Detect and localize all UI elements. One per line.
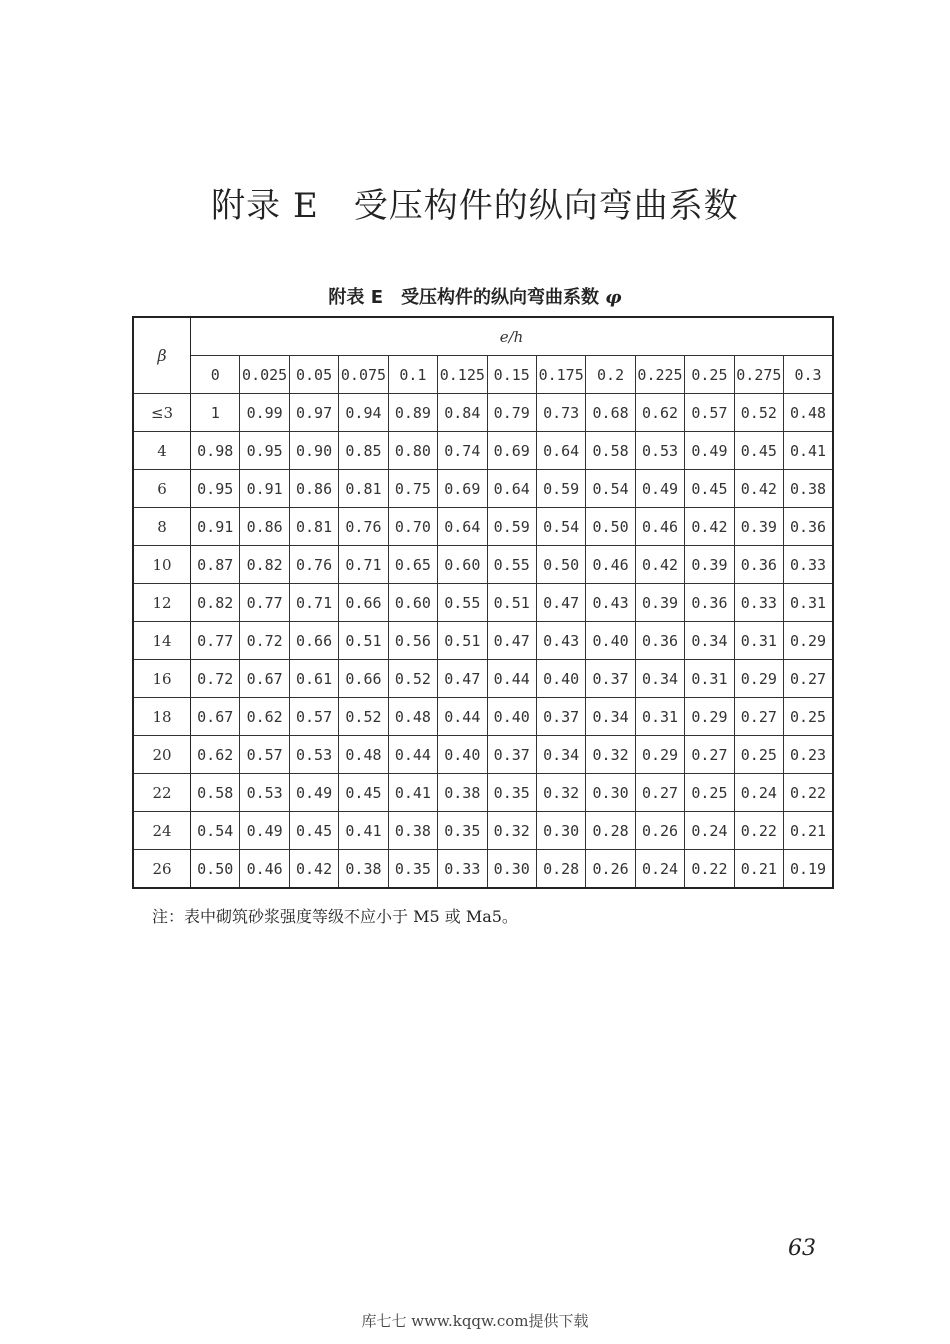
table-group-header-row xyxy=(133,317,833,356)
table-cell: 0.60 xyxy=(388,584,437,622)
table-cell: 0.22 xyxy=(685,850,734,889)
table-cell: 0.52 xyxy=(339,698,388,736)
table-cell: 0.37 xyxy=(536,698,585,736)
table-row xyxy=(133,470,833,508)
table-row xyxy=(133,660,833,698)
beta-row-label: 24 xyxy=(133,812,191,850)
table-cell: 0.70 xyxy=(388,508,437,546)
table-cell: 0.32 xyxy=(536,774,585,812)
table-cell: 0.73 xyxy=(536,394,585,432)
column-header-cell: 0.025 xyxy=(240,356,289,394)
column-header-cell: 0.175 xyxy=(536,356,585,394)
column-header-cell: 0.15 xyxy=(487,356,536,394)
table-cell: 0.44 xyxy=(487,660,536,698)
table-cell: 0.55 xyxy=(438,584,487,622)
table-cell: 0.62 xyxy=(635,394,684,432)
table-cell: 0.43 xyxy=(586,584,635,622)
table-cell: 0.28 xyxy=(586,812,635,850)
table-cell: 0.41 xyxy=(784,432,833,470)
table-cell: 0.49 xyxy=(635,470,684,508)
table-cell: 0.54 xyxy=(586,470,635,508)
table-cell: 0.49 xyxy=(240,812,289,850)
table-cell: 0.32 xyxy=(487,812,536,850)
table-cell: 0.86 xyxy=(240,508,289,546)
table-cell: 0.53 xyxy=(289,736,338,774)
table-cell: 0.85 xyxy=(339,432,388,470)
table-cell: 0.62 xyxy=(191,736,240,774)
table-row xyxy=(133,774,833,812)
eh-header: e/h xyxy=(191,317,834,356)
beta-row-label: 12 xyxy=(133,584,191,622)
beta-row-label: 14 xyxy=(133,622,191,660)
column-header-cell: 0.2 xyxy=(586,356,635,394)
table-cell: 0.82 xyxy=(191,584,240,622)
table-cell: 0.71 xyxy=(289,584,338,622)
table-cell: 0.66 xyxy=(339,660,388,698)
table-cell: 0.36 xyxy=(635,622,684,660)
table-cell: 0.60 xyxy=(438,546,487,584)
table-cell: 0.51 xyxy=(438,622,487,660)
table-cell: 0.71 xyxy=(339,546,388,584)
column-header-cell: 0 xyxy=(191,356,240,394)
table-cell: 0.64 xyxy=(438,508,487,546)
table-cell: 0.36 xyxy=(784,508,833,546)
table-cell: 0.41 xyxy=(339,812,388,850)
table-cell: 0.40 xyxy=(438,736,487,774)
table-row xyxy=(133,432,833,470)
table-cell: 0.45 xyxy=(289,812,338,850)
table-cell: 0.58 xyxy=(586,432,635,470)
table-cell: 0.50 xyxy=(191,850,240,889)
table-cell: 0.46 xyxy=(586,546,635,584)
table-cell: 0.86 xyxy=(289,470,338,508)
table-cell: 0.30 xyxy=(536,812,585,850)
table-cell: 0.25 xyxy=(734,736,783,774)
table-cell: 0.97 xyxy=(289,394,338,432)
table-row xyxy=(133,698,833,736)
table-cell: 0.46 xyxy=(240,850,289,889)
table-cell: 0.26 xyxy=(635,812,684,850)
table-cell: 0.76 xyxy=(339,508,388,546)
table-cell: 0.72 xyxy=(191,660,240,698)
table-cell: 0.39 xyxy=(635,584,684,622)
table-cell: 0.35 xyxy=(438,812,487,850)
table-cell: 0.37 xyxy=(487,736,536,774)
column-header-row xyxy=(133,356,833,394)
table-cell: 0.46 xyxy=(635,508,684,546)
table-cell: 0.47 xyxy=(536,584,585,622)
table-cell: 0.53 xyxy=(635,432,684,470)
table-cell: 0.29 xyxy=(685,698,734,736)
table-cell: 0.24 xyxy=(685,812,734,850)
coefficient-table xyxy=(132,316,834,889)
table-cell: 0.30 xyxy=(586,774,635,812)
table-cell: 0.49 xyxy=(289,774,338,812)
table-cell: 0.98 xyxy=(191,432,240,470)
table-cell: 0.45 xyxy=(339,774,388,812)
table-cell: 0.25 xyxy=(685,774,734,812)
column-header-cell: 0.05 xyxy=(289,356,338,394)
table-cell: 0.95 xyxy=(240,432,289,470)
table-cell: 0.28 xyxy=(536,850,585,889)
table-cell: 0.87 xyxy=(191,546,240,584)
table-row xyxy=(133,394,833,432)
beta-row-label: 20 xyxy=(133,736,191,774)
table-cell: 0.62 xyxy=(240,698,289,736)
table-cell: 0.50 xyxy=(536,546,585,584)
table-cell: 0.21 xyxy=(784,812,833,850)
table-cell: 0.24 xyxy=(635,850,684,889)
column-header-cell: 0.1 xyxy=(388,356,437,394)
table-cell: 0.40 xyxy=(487,698,536,736)
beta-row-label: 4 xyxy=(133,432,191,470)
table-cell: 0.39 xyxy=(685,546,734,584)
table-caption xyxy=(0,283,950,309)
table-cell: 0.99 xyxy=(240,394,289,432)
table-cell: 0.38 xyxy=(438,774,487,812)
table-cell: 0.75 xyxy=(388,470,437,508)
table-cell: 0.58 xyxy=(191,774,240,812)
table-cell: 0.56 xyxy=(388,622,437,660)
table-cell: 0.34 xyxy=(635,660,684,698)
table-cell: 0.50 xyxy=(586,508,635,546)
table-row xyxy=(133,812,833,850)
table-cell: 0.38 xyxy=(784,470,833,508)
table-cell: 0.23 xyxy=(784,736,833,774)
table-cell: 0.59 xyxy=(536,470,585,508)
table-cell: 0.69 xyxy=(487,432,536,470)
table-cell: 0.44 xyxy=(388,736,437,774)
column-header-cell: 0.125 xyxy=(438,356,487,394)
table-cell: 0.31 xyxy=(685,660,734,698)
table-cell: 0.42 xyxy=(734,470,783,508)
page-number: 63 xyxy=(788,1236,816,1261)
table-cell: 0.51 xyxy=(487,584,536,622)
table-cell: 0.91 xyxy=(191,508,240,546)
table-row xyxy=(133,622,833,660)
table-cell: 0.65 xyxy=(388,546,437,584)
column-header-cell: 0.275 xyxy=(734,356,783,394)
table-cell: 0.42 xyxy=(685,508,734,546)
phi-symbol: φ xyxy=(605,287,622,308)
table-row xyxy=(133,508,833,546)
table-cell: 0.22 xyxy=(784,774,833,812)
table-cell: 0.34 xyxy=(536,736,585,774)
table-cell: 0.31 xyxy=(635,698,684,736)
table-cell: 0.19 xyxy=(784,850,833,889)
table-cell: 0.51 xyxy=(339,622,388,660)
table-cell: 0.44 xyxy=(438,698,487,736)
table-cell: 0.27 xyxy=(784,660,833,698)
table-cell: 0.34 xyxy=(685,622,734,660)
table-cell: 0.67 xyxy=(191,698,240,736)
table-cell: 0.47 xyxy=(487,622,536,660)
table-cell: 0.36 xyxy=(734,546,783,584)
table-cell: 0.38 xyxy=(388,812,437,850)
table-row xyxy=(133,584,833,622)
table-cell: 0.32 xyxy=(586,736,635,774)
beta-row-label: 18 xyxy=(133,698,191,736)
table-cell: 0.48 xyxy=(388,698,437,736)
table-cell: 0.40 xyxy=(586,622,635,660)
table-cell: 0.64 xyxy=(536,432,585,470)
table-cell: 0.26 xyxy=(586,850,635,889)
table-cell: 0.72 xyxy=(240,622,289,660)
table-cell: 0.35 xyxy=(388,850,437,889)
table-cell: 0.84 xyxy=(438,394,487,432)
table-caption-text: 附表 E 受压构件的纵向弯曲系数 xyxy=(328,287,599,308)
download-watermark: 库七七 www.kqqw.com提供下载 xyxy=(361,1312,589,1330)
table-cell: 0.67 xyxy=(240,660,289,698)
beta-row-label: ≤3 xyxy=(133,394,191,432)
table-cell: 0.29 xyxy=(734,660,783,698)
column-header-cell: 0.075 xyxy=(339,356,388,394)
table-cell: 0.25 xyxy=(784,698,833,736)
table-cell: 0.82 xyxy=(240,546,289,584)
table-cell: 0.45 xyxy=(685,470,734,508)
table-cell: 0.64 xyxy=(487,470,536,508)
column-header-cell: 0.3 xyxy=(784,356,833,394)
table-cell: 0.48 xyxy=(339,736,388,774)
table-row xyxy=(133,736,833,774)
table-row xyxy=(133,850,833,889)
table-cell: 0.45 xyxy=(734,432,783,470)
table-cell: 0.27 xyxy=(635,774,684,812)
table-cell: 0.33 xyxy=(734,584,783,622)
table-cell: 0.57 xyxy=(685,394,734,432)
table-cell: 0.31 xyxy=(734,622,783,660)
table-cell: 0.81 xyxy=(289,508,338,546)
table-cell: 0.61 xyxy=(289,660,338,698)
beta-row-label: 26 xyxy=(133,850,191,889)
table-cell: 0.33 xyxy=(438,850,487,889)
table-cell: 0.29 xyxy=(635,736,684,774)
table-cell: 0.30 xyxy=(487,850,536,889)
table-cell: 0.57 xyxy=(289,698,338,736)
table-cell: 0.22 xyxy=(734,812,783,850)
table-cell: 0.95 xyxy=(191,470,240,508)
table-cell: 0.79 xyxy=(487,394,536,432)
table-cell: 0.35 xyxy=(487,774,536,812)
table-cell: 0.54 xyxy=(191,812,240,850)
table-cell: 0.80 xyxy=(388,432,437,470)
table-cell: 0.53 xyxy=(240,774,289,812)
beta-row-label: 22 xyxy=(133,774,191,812)
column-header-cell: 0.225 xyxy=(635,356,684,394)
table-cell: 0.29 xyxy=(784,622,833,660)
beta-row-label: 10 xyxy=(133,546,191,584)
table-cell: 0.59 xyxy=(487,508,536,546)
table-cell: 0.66 xyxy=(339,584,388,622)
table-body xyxy=(133,394,833,889)
table-cell: 0.77 xyxy=(240,584,289,622)
table-note: 注：表中砌筑砂浆强度等级不应小于 M5 或 Ma5。 xyxy=(152,907,518,926)
table-cell: 0.33 xyxy=(784,546,833,584)
table-cell: 0.66 xyxy=(289,622,338,660)
table-cell: 0.40 xyxy=(536,660,585,698)
table-cell: 0.68 xyxy=(586,394,635,432)
appendix-title: 附录 E 受压构件的纵向弯曲系数 xyxy=(211,186,739,226)
table-cell: 0.41 xyxy=(388,774,437,812)
table-cell: 0.42 xyxy=(289,850,338,889)
column-header-cell: 0.25 xyxy=(685,356,734,394)
table-cell: 0.77 xyxy=(191,622,240,660)
table-cell: 0.34 xyxy=(586,698,635,736)
table-cell: 0.89 xyxy=(388,394,437,432)
table-cell: 0.37 xyxy=(586,660,635,698)
table-cell: 0.69 xyxy=(438,470,487,508)
beta-row-label: 8 xyxy=(133,508,191,546)
table-cell: 0.49 xyxy=(685,432,734,470)
table-cell: 0.38 xyxy=(339,850,388,889)
table-cell: 0.43 xyxy=(536,622,585,660)
table-cell: 0.76 xyxy=(289,546,338,584)
table-cell: 0.42 xyxy=(635,546,684,584)
beta-row-label: 16 xyxy=(133,660,191,698)
table-cell: 0.36 xyxy=(685,584,734,622)
table-cell: 0.91 xyxy=(240,470,289,508)
table-cell: 0.39 xyxy=(734,508,783,546)
table-cell: 0.55 xyxy=(487,546,536,584)
table-cell: 0.57 xyxy=(240,736,289,774)
beta-header: β xyxy=(133,317,191,394)
table-cell: 0.27 xyxy=(734,698,783,736)
table-cell: 0.24 xyxy=(734,774,783,812)
table-cell: 0.27 xyxy=(685,736,734,774)
table-cell: 0.54 xyxy=(536,508,585,546)
table-cell: 1 xyxy=(191,394,240,432)
table-cell: 0.74 xyxy=(438,432,487,470)
table-cell: 0.94 xyxy=(339,394,388,432)
table-row xyxy=(133,546,833,584)
beta-row-label: 6 xyxy=(133,470,191,508)
table-cell: 0.81 xyxy=(339,470,388,508)
table-cell: 0.52 xyxy=(388,660,437,698)
table-cell: 0.31 xyxy=(784,584,833,622)
table-cell: 0.52 xyxy=(734,394,783,432)
table-cell: 0.47 xyxy=(438,660,487,698)
table-cell: 0.48 xyxy=(784,394,833,432)
table-cell: 0.90 xyxy=(289,432,338,470)
table-cell: 0.21 xyxy=(734,850,783,889)
